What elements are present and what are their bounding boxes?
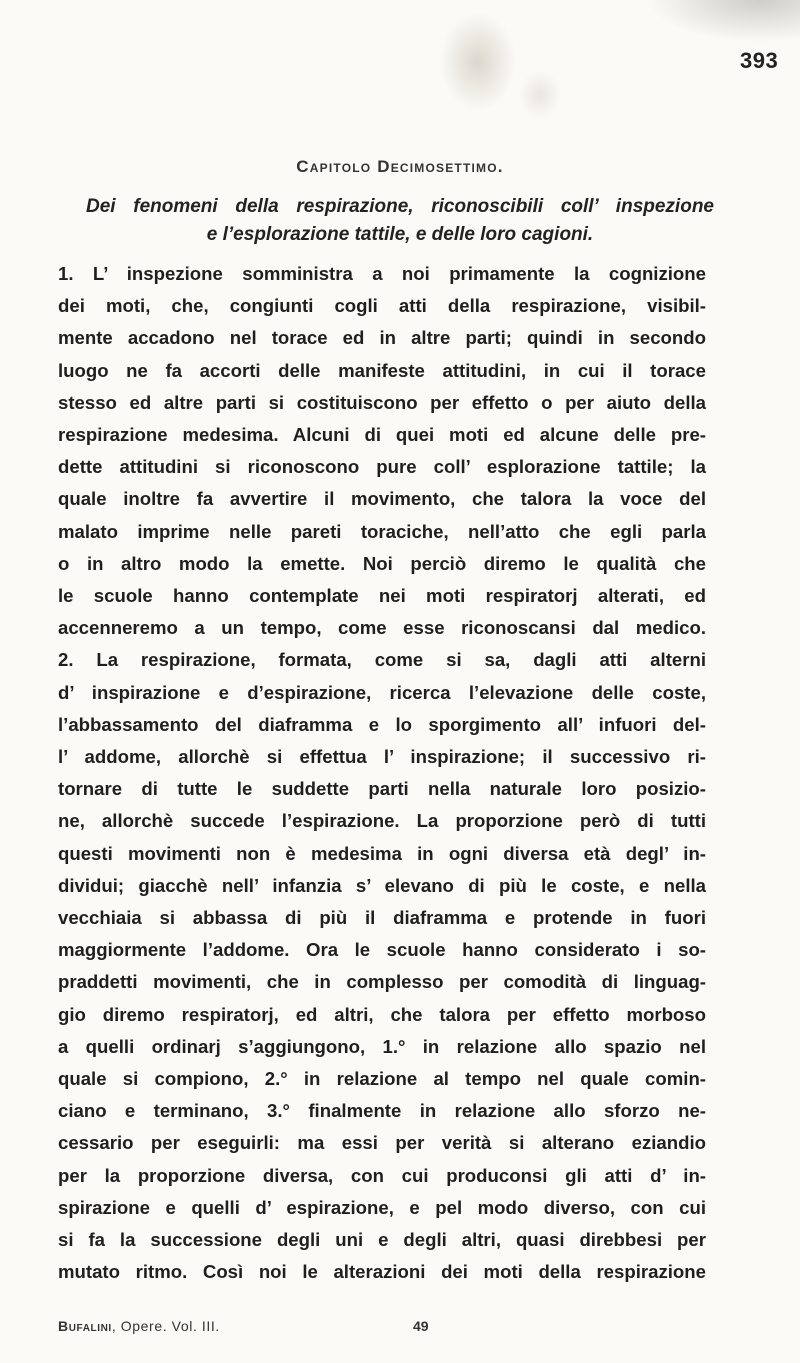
body-line: malato imprime nelle pareti toraciche, nell’atto che egli parla (58, 520, 706, 542)
body-line: mutato ritmo. Così noi le alterazioni dei moti della respirazione (58, 1261, 706, 1283)
body-line: l’ addome, allorchè si effettua l’ inspirazione; il successivo ri- (58, 746, 706, 768)
body-text (58, 258, 706, 1289)
body-line: o in altro modo la emette. Noi perciò diremo le qualità che (58, 552, 706, 574)
body-line: ciano e terminano, 3.° finalmente in relazione allo sforzo ne- (58, 1100, 706, 1122)
page-number: 393 (740, 48, 779, 73)
footer-author: Bufalini (58, 1318, 112, 1334)
body-line: per la proporzione diversa, con cui produconsi gli atti d’ in- (58, 1164, 706, 1186)
body-line: 1. L’ inspezione somministra a noi primamente la cognizione (58, 263, 706, 284)
body-line: ne, allorchè succede l’espirazione. La proporzione però di tutti (58, 810, 706, 832)
body-line: a quelli ordinarj s’aggiungono, 1.° in relazione allo spazio nel (58, 1035, 706, 1057)
body-line: vecchiaia si abbassa di più il diaframma e protende in fuori (58, 907, 706, 929)
body-line: l’abbassamento del diaframma e lo sporgimento all’ infuori del- (58, 713, 706, 735)
subtitle-line: e l’esplorazione tattile, e delle loro cagioni. (206, 224, 594, 245)
body-line: quale si compiono, 2.° in relazione al tempo nel quale comin- (58, 1068, 706, 1090)
body-line: gio diremo respiratorj, ed altri, che talora per effetto morboso (58, 1003, 706, 1025)
subtitle-line: Dei fenomeni della respirazione, riconoscibili coll’ inspezione (86, 196, 714, 217)
body-line: accenneremo a un tempo, come esse riconoscansi dal medico. (58, 617, 706, 639)
body-line: dividui; giacchè nell’ infanzia s’ elevano di più le coste, e nella (58, 874, 706, 896)
footer-work: , Opere. Vol. III. (111, 1318, 220, 1334)
body-line: questi movimenti non è medesima in ogni diversa età degl’ in- (58, 842, 706, 864)
body-line: dei moti, che, congiunti cogli atti della respirazione, visibil- (58, 295, 706, 317)
body-line: maggiormente l’addome. Ora le scuole hanno considerato i so- (58, 939, 706, 961)
body-line: luogo ne fa accorti delle manifeste attitudini, in cui il torace (58, 359, 706, 381)
body-line: quale inoltre fa avvertire il movimento, che talora la voce del (58, 488, 706, 510)
body-line: dette attitudini si riconoscono pure coll’ esplorazione tattile; la (58, 456, 706, 478)
body-line: si fa la successione degli uni e degli altri, quasi direbbesi per (58, 1229, 706, 1251)
signature-mark: 49 (413, 1318, 429, 1334)
footer-source (58, 1318, 220, 1334)
chapter-heading: Capitolo Decimosettimo. (296, 157, 504, 176)
body-line: spirazione e quelli d’ espirazione, e pel modo diverso, con cui (58, 1196, 706, 1218)
body-line: d’ inspirazione e d’espirazione, ricerca l’elevazione delle coste, (58, 681, 706, 703)
body-line: 2. La respirazione, formata, come si sa, dagli atti alterni (58, 649, 706, 671)
body-line: tornare di tutte le suddette parti nella naturale loro posizio- (58, 778, 706, 800)
body-line: praddetti movimenti, che in complesso per comodità di linguag- (58, 971, 706, 993)
body-line: cessario per eseguirli: ma essi per verità si alterano eziandio (58, 1132, 706, 1154)
body-line: respirazione medesima. Alcuni di quei moti ed alcune delle pre- (58, 424, 706, 446)
chapter-subtitle (86, 193, 714, 249)
body-line: stesso ed altre parti si costituiscono per effetto o per aiuto della (58, 391, 706, 413)
body-line: mente accadono nel torace ed in altre parti; quindi in secondo (58, 327, 706, 349)
body-line: le scuole hanno contemplate nei moti respiratorj alterati, ed (58, 585, 706, 607)
